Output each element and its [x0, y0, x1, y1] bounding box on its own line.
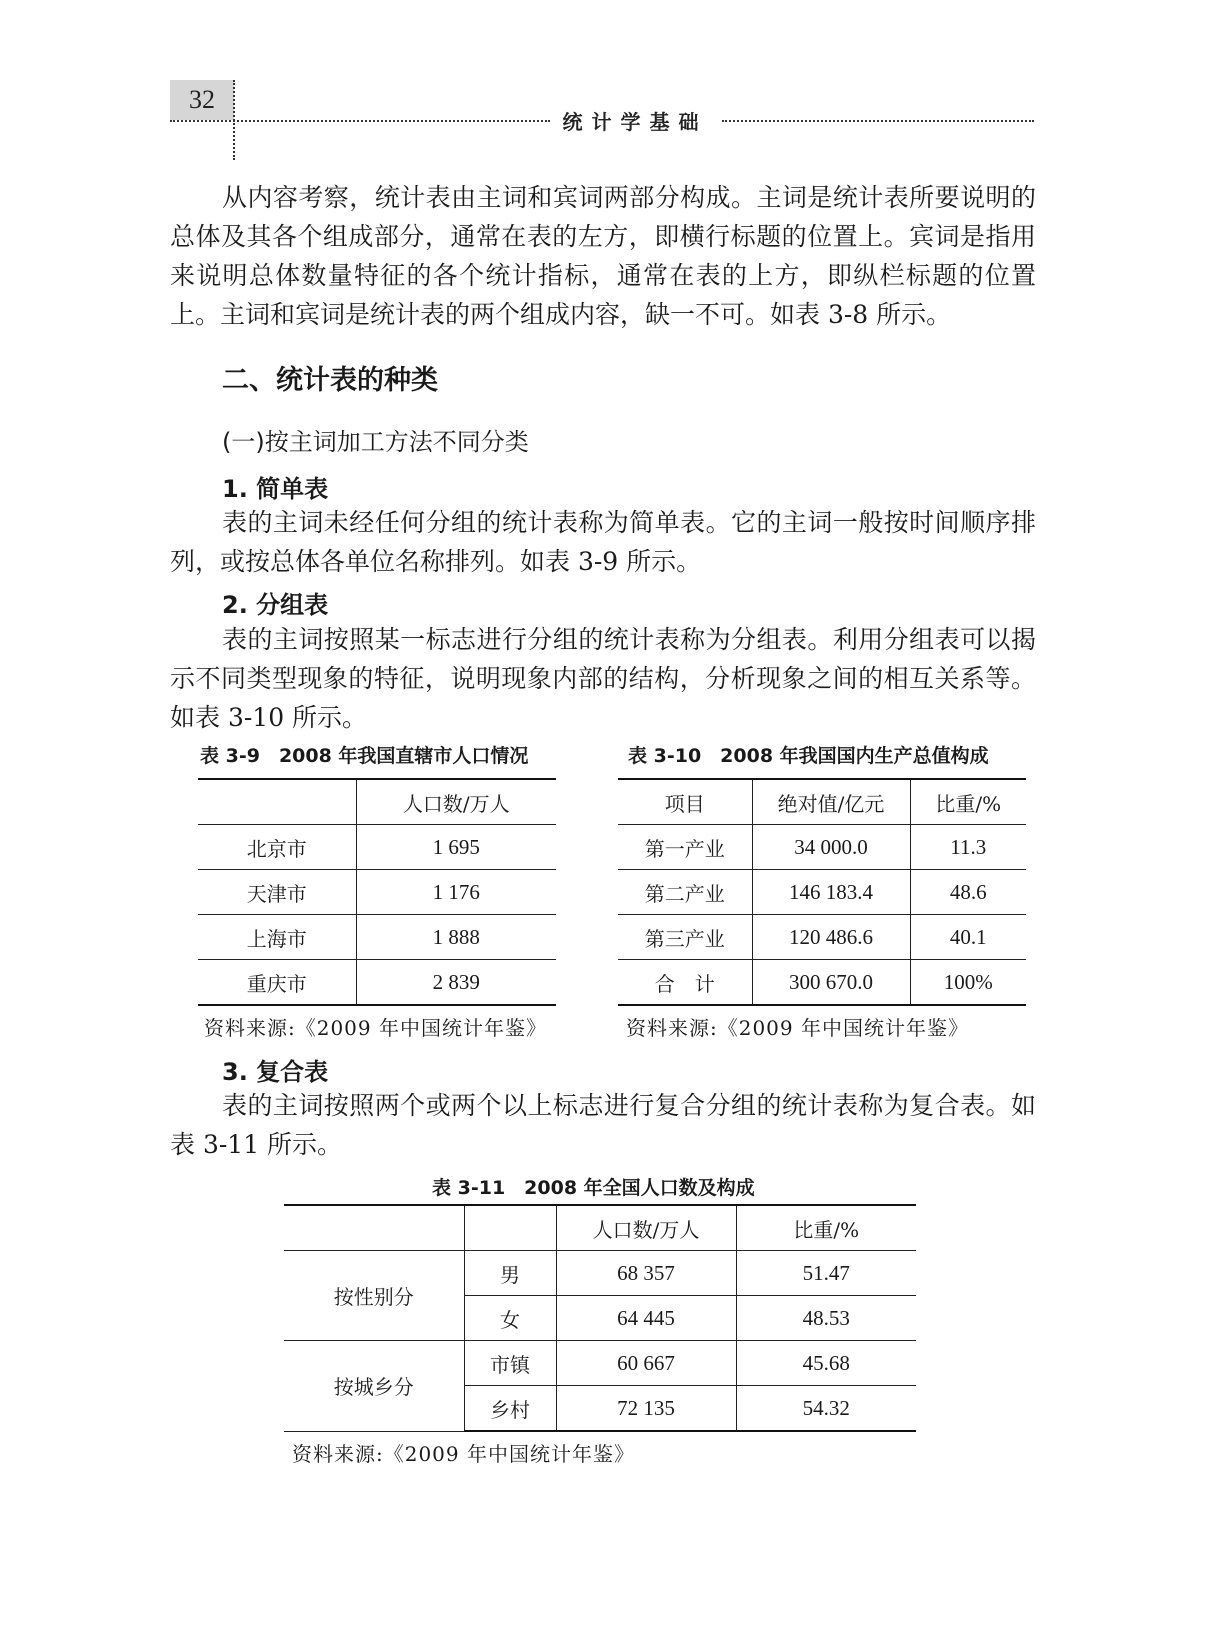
table-cell: 第三产业 [618, 915, 752, 960]
table-row [618, 915, 1026, 960]
item2-paragraph: 表的主词按照某一标志进行分组的统计表称为分组表。利用分组表可以揭示不同类型现象的特征，说明现象内部的结构，分析现象之间的相互关系等。如表 3-10 所示。 [170, 625, 1036, 732]
table-cell: 72 135 [556, 1386, 736, 1432]
table-header-cell: 人口数/万人 [556, 1205, 736, 1251]
table-cell: 45.68 [736, 1341, 916, 1386]
table-cell: 第二产业 [618, 870, 752, 915]
table-cell: 男 [464, 1251, 556, 1296]
table-cell: 60 667 [556, 1341, 736, 1386]
header-rule-right [722, 120, 1034, 122]
table-cell: 146 183.4 [752, 870, 910, 915]
table-cell: 北京市 [198, 825, 356, 870]
table-cell: 11.3 [910, 825, 1026, 870]
table-row [198, 870, 556, 915]
table-3-10-caption: 表 3-10 2008 年我国国内生产总值构成 [628, 745, 989, 767]
item3-title: 3. 复合表 [222, 1058, 329, 1086]
table-header-cell: 项目 [618, 779, 752, 825]
item1-paragraph: 表的主词未经任何分组的统计表称为简单表。它的主词一般按时间顺序排列，或按总体各单位名称排列。如表 3-9 所示。 [170, 508, 1036, 576]
table-row [618, 960, 1026, 1006]
table-header-cell: 比重/% [736, 1205, 916, 1251]
table-row [284, 1341, 916, 1386]
table-cell: 64 445 [556, 1296, 736, 1341]
table-header-cell: 人口数/万人 [356, 779, 556, 825]
item2-title: 2. 分组表 [222, 591, 329, 619]
header-rule-left [170, 120, 550, 122]
table-row [284, 1251, 916, 1296]
table-cell: 1 888 [356, 915, 556, 960]
table-cell: 上海市 [198, 915, 356, 960]
table-3-10 [618, 778, 1026, 1006]
table-cell: 1 176 [356, 870, 556, 915]
table-cell: 51.47 [736, 1251, 916, 1296]
table-row [198, 915, 556, 960]
table-header-cell [284, 1205, 464, 1251]
table-3-9 [198, 778, 556, 1006]
table-3-10-source: 资料来源:《2009 年中国统计年鉴》 [626, 1016, 969, 1040]
table-header-row [284, 1205, 916, 1251]
running-title: 统计学基础 [562, 110, 708, 134]
table-cell: 市镇 [464, 1341, 556, 1386]
table-3-11-caption: 表 3-11 2008 年全国人口数及构成 [432, 1177, 755, 1199]
table-cell: 100% [910, 960, 1026, 1006]
table-cell: 第一产业 [618, 825, 752, 870]
table-cell: 34 000.0 [752, 825, 910, 870]
table-cell: 48.6 [910, 870, 1026, 915]
item1-title: 1. 简单表 [222, 475, 329, 503]
table-cell: 重庆市 [198, 960, 356, 1006]
table-cell: 40.1 [910, 915, 1026, 960]
table-cell: 天津市 [198, 870, 356, 915]
table-cell: 68 357 [556, 1251, 736, 1296]
item3-paragraph: 表的主词按照两个或两个以上标志进行复合分组的统计表称为复合表。如表 3-11 所示。 [170, 1091, 1036, 1159]
table-header-row [198, 779, 556, 825]
section-title: 二、统计表的种类 [222, 365, 438, 396]
table-row [618, 825, 1026, 870]
table-cell: 1 695 [356, 825, 556, 870]
table-cell: 300 670.0 [752, 960, 910, 1006]
table-cell: 48.53 [736, 1296, 916, 1341]
table-3-9-caption: 表 3-9 2008 年我国直辖市人口情况 [200, 745, 529, 767]
subsection-title: (一)按主词加工方法不同分类 [222, 428, 529, 456]
page-number: 32 [170, 80, 234, 120]
table-cell: 乡村 [464, 1386, 556, 1432]
table-header-row [618, 779, 1026, 825]
group-label-cell: 按性别分 [284, 1251, 464, 1341]
intro-paragraph: 从内容考察，统计表由主词和宾词两部分构成。主词是统计表所要说明的总体及其各个组成部分，通常在表的左方，即横行标题的位置上。宾词是指用来说明总体数量特征的各个统计指标，通常在表的上方，即纵栏标题的位置上。主词和宾词是统计表的两个组成内容，缺一不可。如表 3-8 所示。 [170, 183, 1036, 329]
table-3-11-source: 资料来源:《2009 年中国统计年鉴》 [292, 1442, 635, 1466]
table-cell: 2 839 [356, 960, 556, 1006]
table-header-cell: 比重/% [910, 779, 1026, 825]
table-row [198, 960, 556, 1006]
table-3-11 [284, 1204, 916, 1432]
table-header-cell [464, 1205, 556, 1251]
table-row [198, 825, 556, 870]
table-3-9-source: 资料来源:《2009 年中国统计年鉴》 [204, 1016, 547, 1040]
table-cell: 54.32 [736, 1386, 916, 1432]
table-row [618, 870, 1026, 915]
group-label-cell: 按城乡分 [284, 1341, 464, 1432]
table-header-cell: 绝对值/亿元 [752, 779, 910, 825]
table-cell: 女 [464, 1296, 556, 1341]
table-cell: 120 486.6 [752, 915, 910, 960]
table-cell: 合 计 [618, 960, 752, 1006]
table-header-cell [198, 779, 356, 825]
